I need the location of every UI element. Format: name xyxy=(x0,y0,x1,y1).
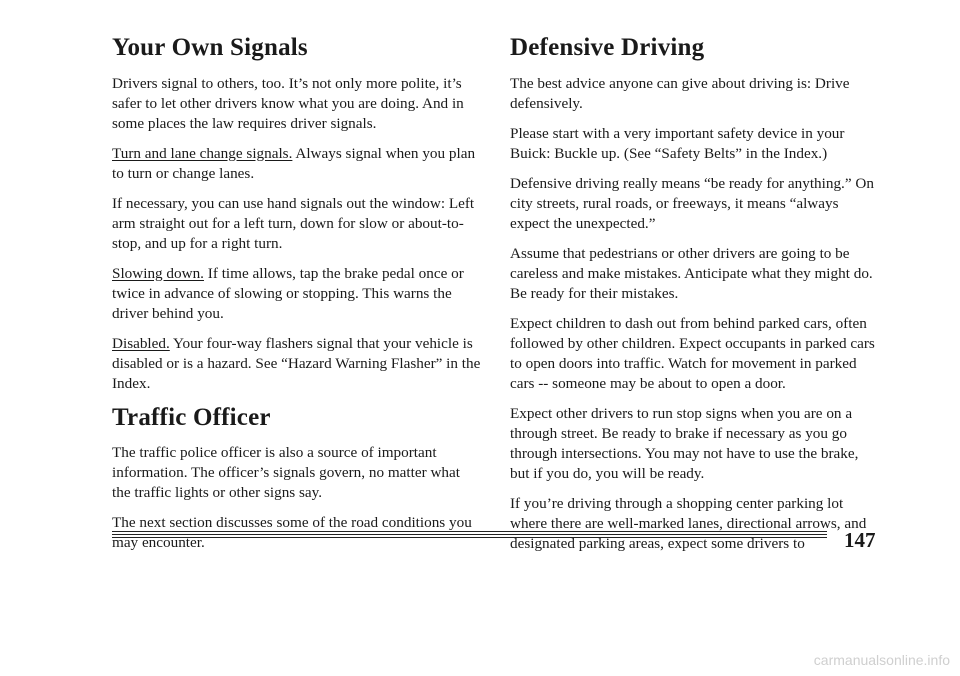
paragraph-traffic-officer: The traffic police officer is also a source of important information. The officer’s signals govern, no matter what the traffic lights or other signs say. xyxy=(112,444,460,501)
section-heading-your-own-signals: Your Own Signals xyxy=(112,34,308,61)
turn-lane-label: Turn and lane change signals. xyxy=(112,144,293,162)
paragraph-next-section: The next section discusses some of the road conditions you may encounter. xyxy=(112,514,472,551)
paragraph: Assume that pedestrians or other drivers are going to be careless and make mistakes. Anticipate what they might do. Be ready for their mistakes. xyxy=(510,244,873,302)
paragraph-disabled xyxy=(112,334,482,394)
paragraph: Drivers signal to others, too. It’s not only more polite, it’s safer to let other drivers know what you are doing. And in some places the law requires driver signals. xyxy=(112,74,464,132)
section-heading-defensive-driving: Defensive Driving xyxy=(510,34,705,61)
paragraph-slowing-down xyxy=(112,264,482,324)
turn-lane-text: Always signal when you plan to turn or change lanes. xyxy=(112,144,476,182)
footer-rule xyxy=(112,531,827,540)
page-number: 147 xyxy=(844,528,876,552)
slowing-down-label: Slowing down. xyxy=(112,264,204,282)
disabled-label: Disabled. xyxy=(112,334,170,352)
right-column xyxy=(510,34,880,564)
section-heading-traffic-officer: Traffic Officer xyxy=(112,403,271,431)
paragraph: Defensive driving really means “be ready for anything.” On city streets, rural roads, or freeways, it means “always expect the unexpected.” xyxy=(510,174,874,232)
divider xyxy=(112,537,827,538)
left-column xyxy=(112,34,482,563)
paragraph: Expect children to dash out from behind parked cars, often followed by other children. Expect occupants in parked cars to open doors into traffic. Watch for movement in parked cars -- someone may be about to open a door. xyxy=(510,314,875,392)
paragraph: Expect other drivers to run stop signs when you are on a through street. Be ready to brake if necessary as you go through intersections. You may not have to use the brake, but if you do, you will be ready. xyxy=(510,404,859,482)
divider xyxy=(112,531,827,532)
paragraph: If you’re driving through a shopping center parking lot where there are well-marked lanes, directional arrows, and designated parking areas, expect some drivers to xyxy=(510,494,867,552)
slowing-down-text: If time allows, tap the brake pedal once or twice in advance of slowing or stopping. This warns the driver behind you. xyxy=(112,264,464,322)
paragraph-hand-signals: If necessary, you can use hand signals out the window: Left arm straight out for a left turn, down for slow or about-to-stop, and up for a right turn. xyxy=(112,194,475,252)
watermark: carmanualsonline.info xyxy=(813,652,950,668)
paragraph: Please start with a very important safety device in your Buick: Buckle up. (See “Safety Belts” in the Index.) xyxy=(510,124,845,162)
paragraph-turn-signals xyxy=(112,144,482,184)
divider xyxy=(112,534,827,535)
paragraph: The best advice anyone can give about driving is: Drive defensively. xyxy=(510,74,850,112)
disabled-text: Your four-way flashers signal that your vehicle is disabled or is a hazard. See “Hazard Warning Flasher” in the Index. xyxy=(112,334,481,392)
